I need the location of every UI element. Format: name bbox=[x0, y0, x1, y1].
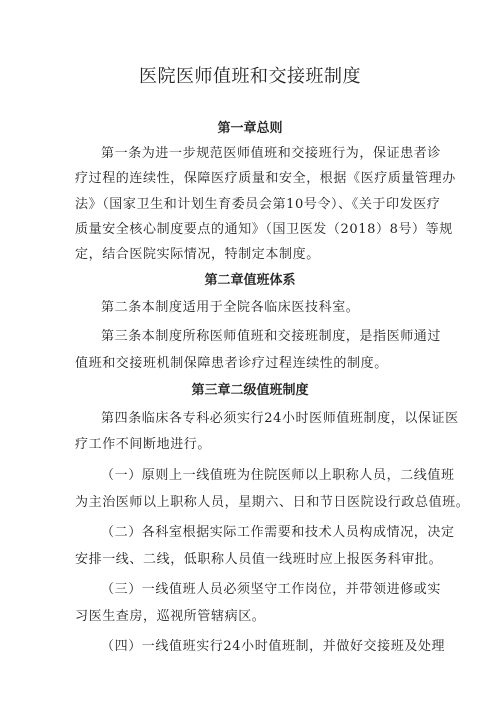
paragraph-line: 第一条为进一步规范医师值班和交接班行为，保证患者诊 bbox=[101, 146, 442, 161]
paragraph-line: 疗过程的连续性，保障医疗质量和安全，根据《医疗质量管理办 bbox=[75, 171, 456, 186]
paragraph-line: 第三条本制度所称医师值班和交接班制度，是指医师通过 bbox=[101, 329, 442, 344]
document-title: 医院医师值班和交接班制度 bbox=[139, 66, 361, 87]
chapter-2-heading: 第二章值班体系 bbox=[204, 273, 296, 288]
paragraph-line: 为主治医师以上职称人员，星期六、日和节日医院设行政总值班。 bbox=[75, 495, 470, 510]
paragraph-line: 安排一线、二线，低职称人员值一线班时应上报医务科审批。 bbox=[75, 552, 443, 567]
paragraph-line: 习医生查房，巡视所管辖病区。 bbox=[75, 609, 266, 624]
paragraph-line: 质量安全核心制度要点的通知》（国卫医发（2018）8号）等规 bbox=[75, 222, 453, 237]
paragraph-line: 值班和交接班机制保障患者诊疗过程连续性的制度。 bbox=[75, 356, 388, 371]
paragraph-line: （三）一线值班人员必须坚守工作岗位，并带领进修或实 bbox=[101, 582, 442, 597]
paragraph-line: （四）一线值班实行24小时值班制，并做好交接班及处理 bbox=[101, 639, 446, 654]
paragraph-line: 第四条临床各专科必须实行24小时医师值班制度，以保证医 bbox=[101, 411, 459, 426]
paragraph-line: 定，结合医院实际情况，特制定本制度。 bbox=[75, 247, 320, 262]
chapter-3-heading: 第三章二级值班制度 bbox=[191, 383, 309, 398]
paragraph-line: （一）原则上一线值班为住院医师以上职称人员，二线值班 bbox=[101, 468, 455, 483]
chapter-1-heading: 第一章总则 bbox=[217, 121, 283, 136]
paragraph-line: 疗工作不间断地进行。 bbox=[75, 437, 212, 452]
paragraph-line: 第二条本制度适用于全院各临床医技科室。 bbox=[101, 300, 360, 315]
paragraph-line: （二）各科室根据实际工作需要和技术人员构成情况，决定 bbox=[101, 525, 455, 540]
paragraph-line: 法》（国家卫生和计划生育委员会第10号令）、《关于印发医疗 bbox=[75, 197, 441, 212]
